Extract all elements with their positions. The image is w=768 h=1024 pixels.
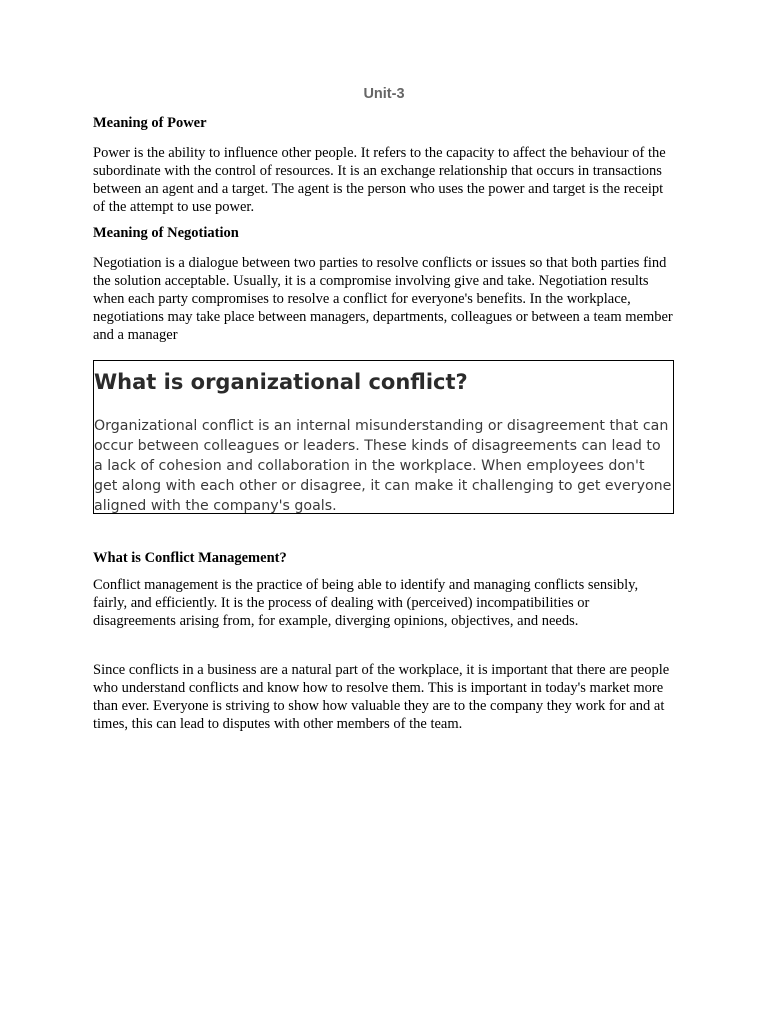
conflict-management-heading: What is Conflict Management? (93, 550, 287, 566)
business-paragraph: Since conflicts in a business are a natural part of the workplace, it is important that there are people who understand conflicts and know how to resolve them. This is important in today's market more than ever. Everyone is striving to show how valuable they are to the company they work for and at times, this can lead to disputes with other members of the team. (93, 662, 670, 732)
power-heading: Meaning of Power (93, 115, 207, 131)
conflict-management-paragraph: Conflict management is the practice of being able to identify and managing conflicts sensibly, fairly, and efficiently. It is the process of dealing with (perceived) incompatibilities or disagreements arising from, for example, diverging opinions, objectives, and needs. (93, 577, 639, 629)
negotiation-paragraph: Negotiation is a dialogue between two parties to resolve conflicts or issues so that both parties find the solution acceptable. Usually, it is a compromise involving give and take. Negotiation results when each party compromises to resolve a conflict for everyone's benefits. In the workplace, negotiations may take place between managers, departments, colleagues or between a team member and a manager (93, 255, 673, 343)
power-paragraph: Power is the ability to influence other people. It refers to the capacity to affect the behaviour of the subordinate with the control of resources. It is an exchange relationship that occurs in transactions between an agent and a target. The agent is the person who uses the power and target is the receipt of the attempt to use power. (93, 145, 666, 215)
negotiation-heading: Meaning of Negotiation (93, 225, 239, 241)
organizational-conflict-box (93, 360, 674, 514)
unit-title: Unit-3 (363, 86, 405, 102)
org-conflict-heading: What is organizational conflict? (94, 370, 468, 394)
org-conflict-paragraph: Organizational conflict is an internal misunderstanding or disagreement that can occur between colleagues or leaders. These kinds of disagreements can lead to a lack of cohesion and collaboration in the workplace. When employees don't get along with each other or disagree, it can make it challenging to get everyone aligned with the company's goals. (94, 418, 672, 514)
